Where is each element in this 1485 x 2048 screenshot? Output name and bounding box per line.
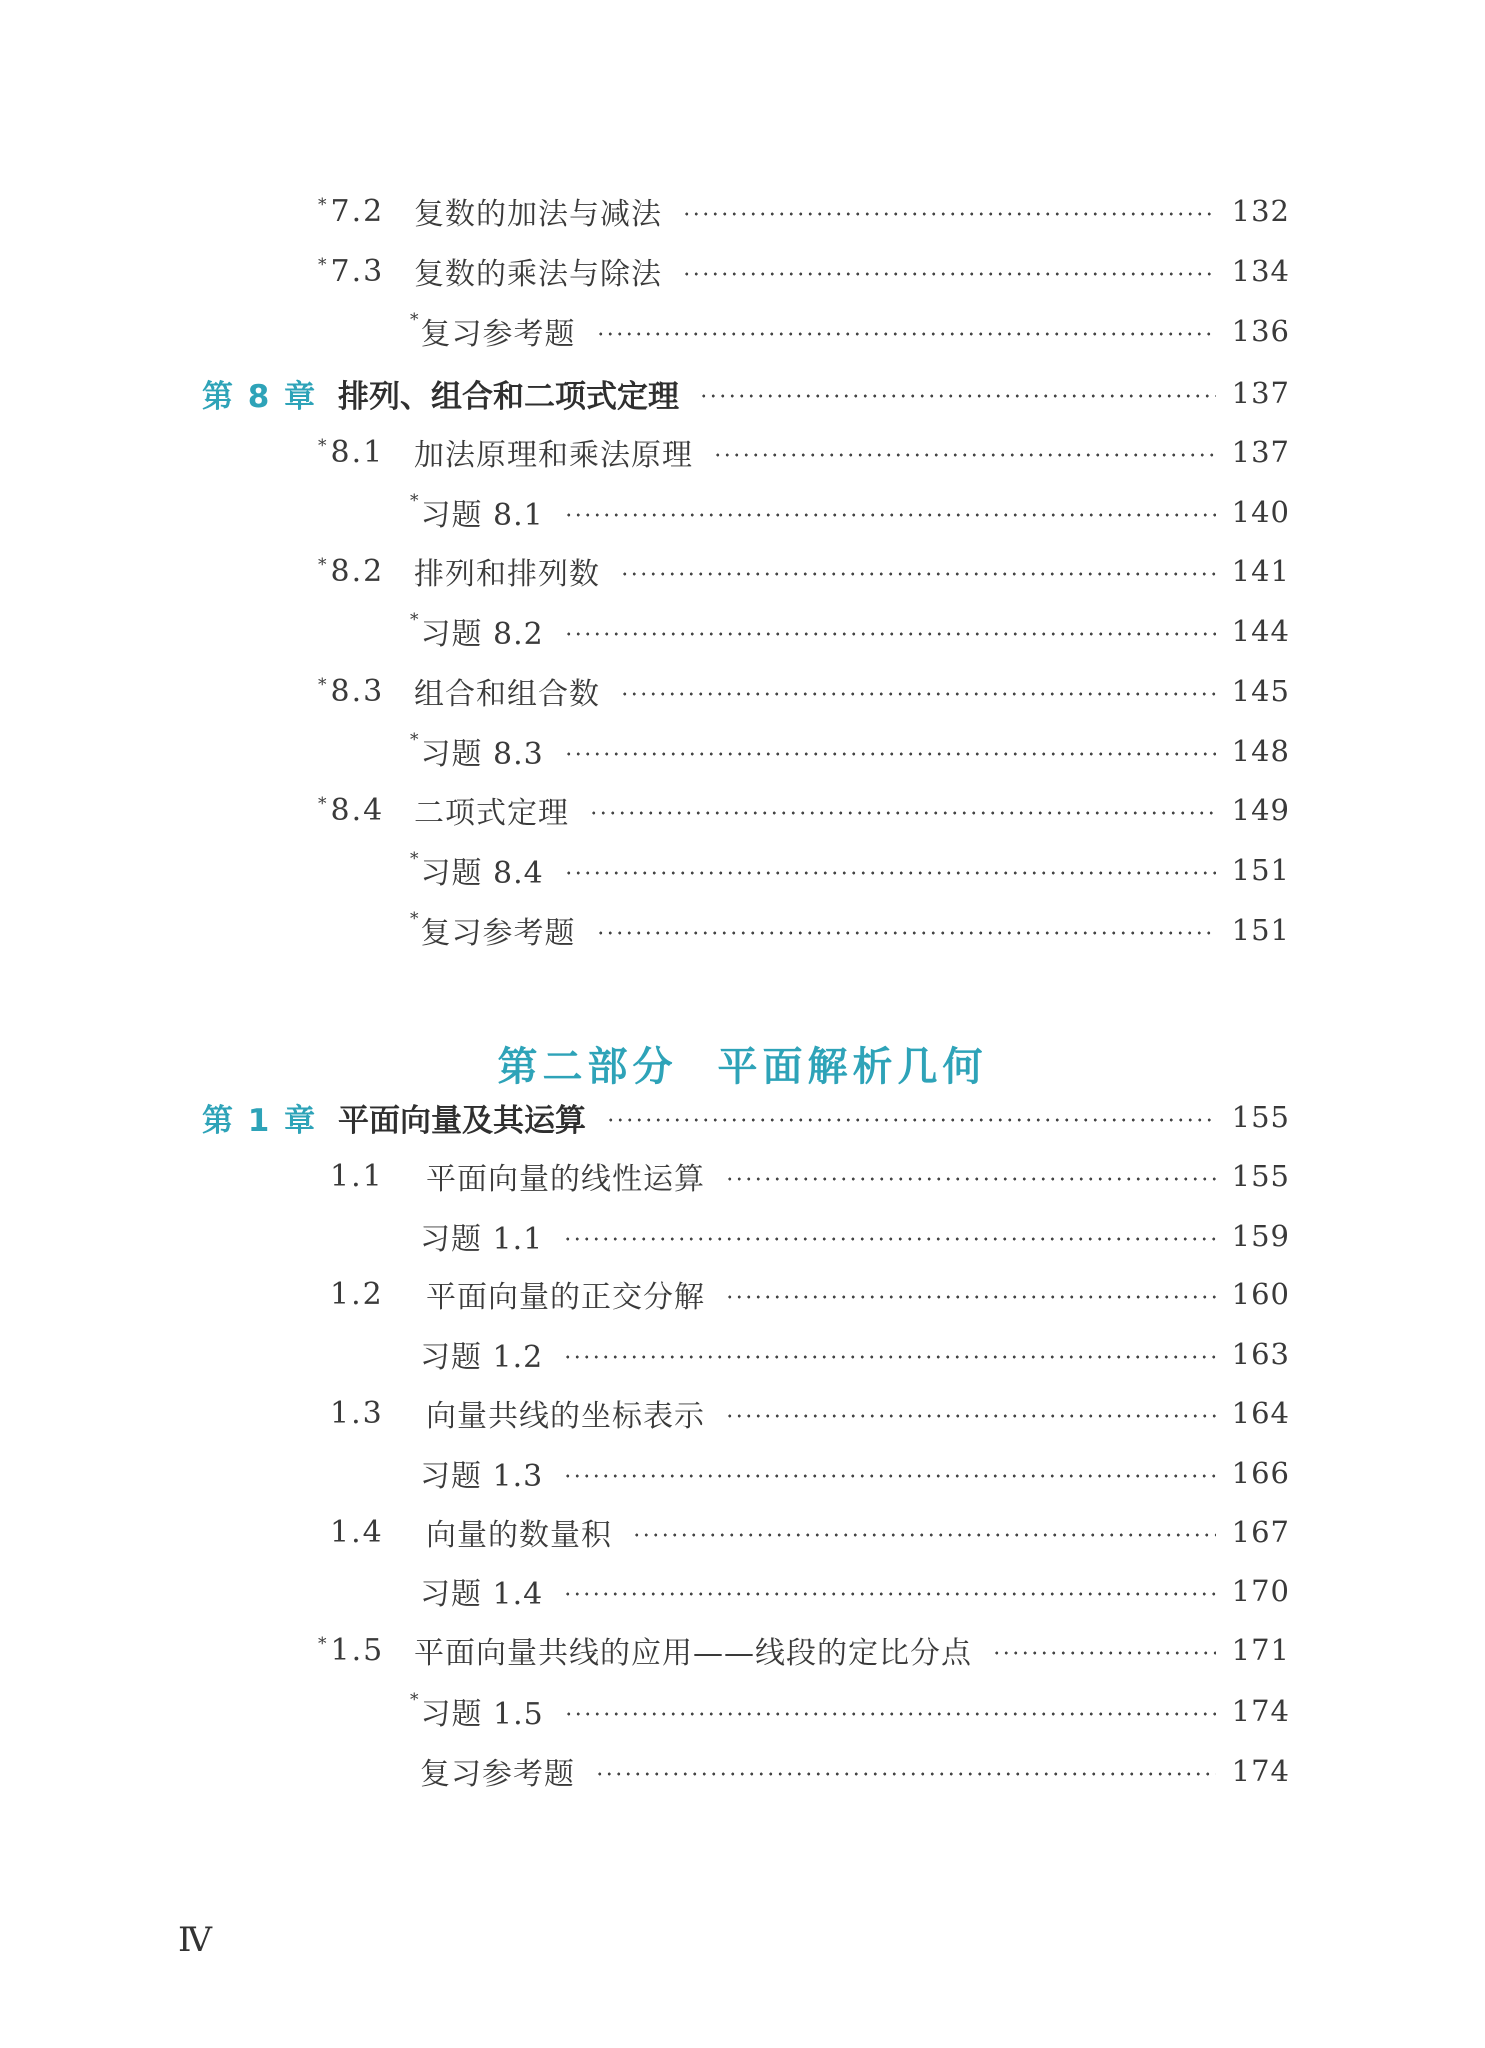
dot-leader: [682, 272, 1216, 276]
toc-section-entry[interactable]: [318, 187, 1290, 235]
toc-exercise-entry[interactable]: [410, 1747, 1290, 1795]
section-title: 向量的数量积: [426, 1518, 612, 1553]
page-number: 137: [1231, 376, 1290, 410]
dot-leader: [564, 632, 1216, 636]
optional-marker: *: [410, 849, 419, 869]
page-number: 155: [1231, 1100, 1290, 1134]
exercise-title: 复习参考题: [420, 317, 576, 352]
page-number: 166: [1231, 1456, 1290, 1490]
dot-leader: [725, 1295, 1216, 1299]
toc-exercise-entry[interactable]: [410, 1212, 1290, 1260]
dot-leader: [606, 1118, 1216, 1122]
toc-chapter-entry[interactable]: [202, 369, 1290, 417]
exercise-title: 习题 1.1: [420, 1222, 544, 1257]
section-title: 平面向量的线性运算: [426, 1162, 705, 1197]
section-number-text: 8.4: [330, 792, 385, 828]
toc-chapter-entry[interactable]: [202, 1093, 1290, 1141]
exercise-title: 习题 8.3: [420, 737, 544, 772]
toc-exercise-entry[interactable]: [410, 727, 1290, 775]
section-title: 平面向量共线的应用——线段的定比分点: [414, 1636, 972, 1671]
dot-leader: [595, 1772, 1216, 1776]
dot-leader: [563, 1237, 1215, 1241]
exercise-title: 复习参考题: [420, 1757, 575, 1792]
dot-leader: [564, 752, 1216, 756]
section-number-text: 7.3: [330, 253, 385, 289]
part-title: 平面解析几何: [717, 1044, 988, 1090]
dot-leader: [563, 1474, 1215, 1478]
section-number: [318, 1159, 426, 1194]
page-number: 171: [1231, 1633, 1290, 1667]
toc-section-entry[interactable]: [318, 1389, 1290, 1437]
page-number: 167: [1231, 1515, 1290, 1549]
page-number: 140: [1231, 495, 1290, 529]
dot-leader: [563, 1592, 1215, 1596]
toc-section-entry[interactable]: [318, 247, 1290, 295]
section-title: 加法原理和乘法原理: [414, 438, 693, 473]
chapter-label: 第 1 章: [202, 1102, 318, 1139]
page-number: 141: [1231, 554, 1290, 588]
page-number: 163: [1231, 1337, 1290, 1371]
section-number-text: 8.3: [330, 673, 385, 709]
dot-leader: [620, 572, 1216, 576]
page-number: 148: [1231, 734, 1290, 768]
optional-marker: *: [318, 435, 329, 456]
dot-leader: [725, 1414, 1216, 1418]
toc-section-entry[interactable]: [318, 1626, 1290, 1674]
page-number: 151: [1231, 853, 1290, 887]
dot-leader: [596, 931, 1216, 935]
optional-marker: *: [318, 194, 329, 215]
dot-leader: [632, 1533, 1216, 1537]
toc-exercise-entry[interactable]: [410, 1449, 1290, 1497]
page-folio: Ⅳ: [178, 1920, 212, 1960]
optional-marker: *: [410, 491, 419, 511]
toc-section-entry[interactable]: [318, 786, 1290, 834]
toc-section-entry[interactable]: [318, 667, 1290, 715]
exercise-title: 习题 8.4: [420, 856, 544, 891]
toc-exercise-entry[interactable]: [410, 1687, 1290, 1735]
exercise-title: 习题 8.1: [420, 498, 544, 533]
toc-section-entry[interactable]: [318, 428, 1290, 476]
exercise-title: 习题 1.2: [420, 1340, 544, 1375]
exercise-title: 习题 8.2: [420, 617, 544, 652]
section-number: [318, 435, 414, 470]
dot-leader: [682, 212, 1216, 216]
optional-marker: *: [410, 310, 419, 330]
section-number: [318, 1396, 426, 1431]
section-number: [318, 194, 414, 229]
page-number: 136: [1231, 314, 1290, 348]
section-number-text: 1.1: [330, 1158, 384, 1194]
section-number-text: 1.3: [330, 1395, 384, 1431]
dot-leader: [563, 1355, 1215, 1359]
dot-leader: [725, 1177, 1216, 1181]
section-number: [318, 554, 414, 589]
page-number: 149: [1231, 793, 1290, 827]
toc-exercise-entry[interactable]: [410, 488, 1290, 536]
page-number: 134: [1231, 254, 1290, 288]
optional-marker: *: [318, 254, 329, 275]
part-label: 第二部分: [497, 1044, 678, 1090]
section-number: [318, 254, 414, 289]
dot-leader: [589, 811, 1216, 815]
toc-exercise-entry[interactable]: [410, 1567, 1290, 1615]
dot-leader: [620, 692, 1216, 696]
page-number: 159: [1231, 1219, 1290, 1253]
page-number: 170: [1231, 1574, 1290, 1608]
chapter-label: 第 8 章: [202, 378, 318, 415]
section-title: 复数的乘法与除法: [414, 257, 662, 292]
dot-leader: [596, 332, 1216, 336]
section-number: [318, 1515, 426, 1550]
page-number: 144: [1231, 614, 1290, 648]
optional-marker: *: [410, 909, 419, 929]
section-title: 向量共线的坐标表示: [426, 1399, 705, 1434]
toc-exercise-entry[interactable]: [410, 846, 1290, 894]
section-number-text: 1.4: [330, 1514, 384, 1550]
dot-leader: [992, 1651, 1216, 1655]
section-title: 复数的加法与减法: [414, 197, 662, 232]
toc-section-entry[interactable]: [318, 1270, 1290, 1318]
page-number: 151: [1231, 913, 1290, 947]
section-number: [318, 1277, 426, 1312]
page-number: 164: [1231, 1396, 1290, 1430]
exercise-title: 习题 1.3: [420, 1459, 544, 1494]
page-number: 145: [1231, 674, 1290, 708]
section-number-text: 1.2: [330, 1276, 384, 1312]
section-number: [318, 793, 414, 828]
section-title: 二项式定理: [414, 796, 569, 831]
optional-marker: *: [318, 1633, 329, 1654]
exercise-title: 复习参考题: [420, 916, 576, 951]
dot-leader: [713, 453, 1216, 457]
page-number: 137: [1231, 435, 1290, 469]
page-number: 174: [1231, 1694, 1290, 1728]
section-number-text: 8.2: [330, 553, 385, 589]
page-number: 132: [1231, 194, 1290, 228]
section-title: 平面向量的正交分解: [426, 1280, 705, 1315]
optional-marker: *: [410, 610, 419, 630]
section-number-text: 7.2: [330, 193, 385, 229]
chapter-title: 排列、组合和二项式定理: [338, 378, 679, 415]
optional-marker: *: [318, 674, 329, 695]
toc-exercise-entry[interactable]: [410, 1330, 1290, 1378]
toc-section-entry[interactable]: [318, 547, 1290, 595]
toc-exercise-entry[interactable]: [410, 906, 1290, 954]
dot-leader: [699, 394, 1216, 398]
dot-leader: [564, 513, 1216, 517]
section-number-text: 1.5: [330, 1632, 385, 1668]
toc-exercise-entry[interactable]: [410, 607, 1290, 655]
dot-leader: [564, 871, 1216, 875]
optional-marker: *: [318, 554, 329, 575]
optional-marker: *: [410, 1690, 419, 1710]
dot-leader: [564, 1712, 1216, 1716]
section-title: 排列和排列数: [414, 557, 600, 592]
toc-section-entry[interactable]: [318, 1152, 1290, 1200]
chapter-title: 平面向量及其运算: [338, 1102, 586, 1139]
part-heading: [0, 1035, 1485, 1092]
section-number: [318, 674, 414, 709]
optional-marker: *: [318, 793, 329, 814]
section-title: 组合和组合数: [414, 677, 600, 712]
section-number-text: 8.1: [330, 434, 385, 470]
toc-section-entry[interactable]: [318, 1508, 1290, 1556]
exercise-title: 习题 1.5: [420, 1697, 544, 1732]
section-number: [318, 1633, 414, 1668]
page-number: 160: [1231, 1277, 1290, 1311]
page-number: 174: [1231, 1754, 1290, 1788]
toc-exercise-entry[interactable]: [410, 307, 1290, 355]
exercise-title: 习题 1.4: [420, 1577, 544, 1612]
optional-marker: *: [410, 730, 419, 750]
page-number: 155: [1231, 1159, 1290, 1193]
